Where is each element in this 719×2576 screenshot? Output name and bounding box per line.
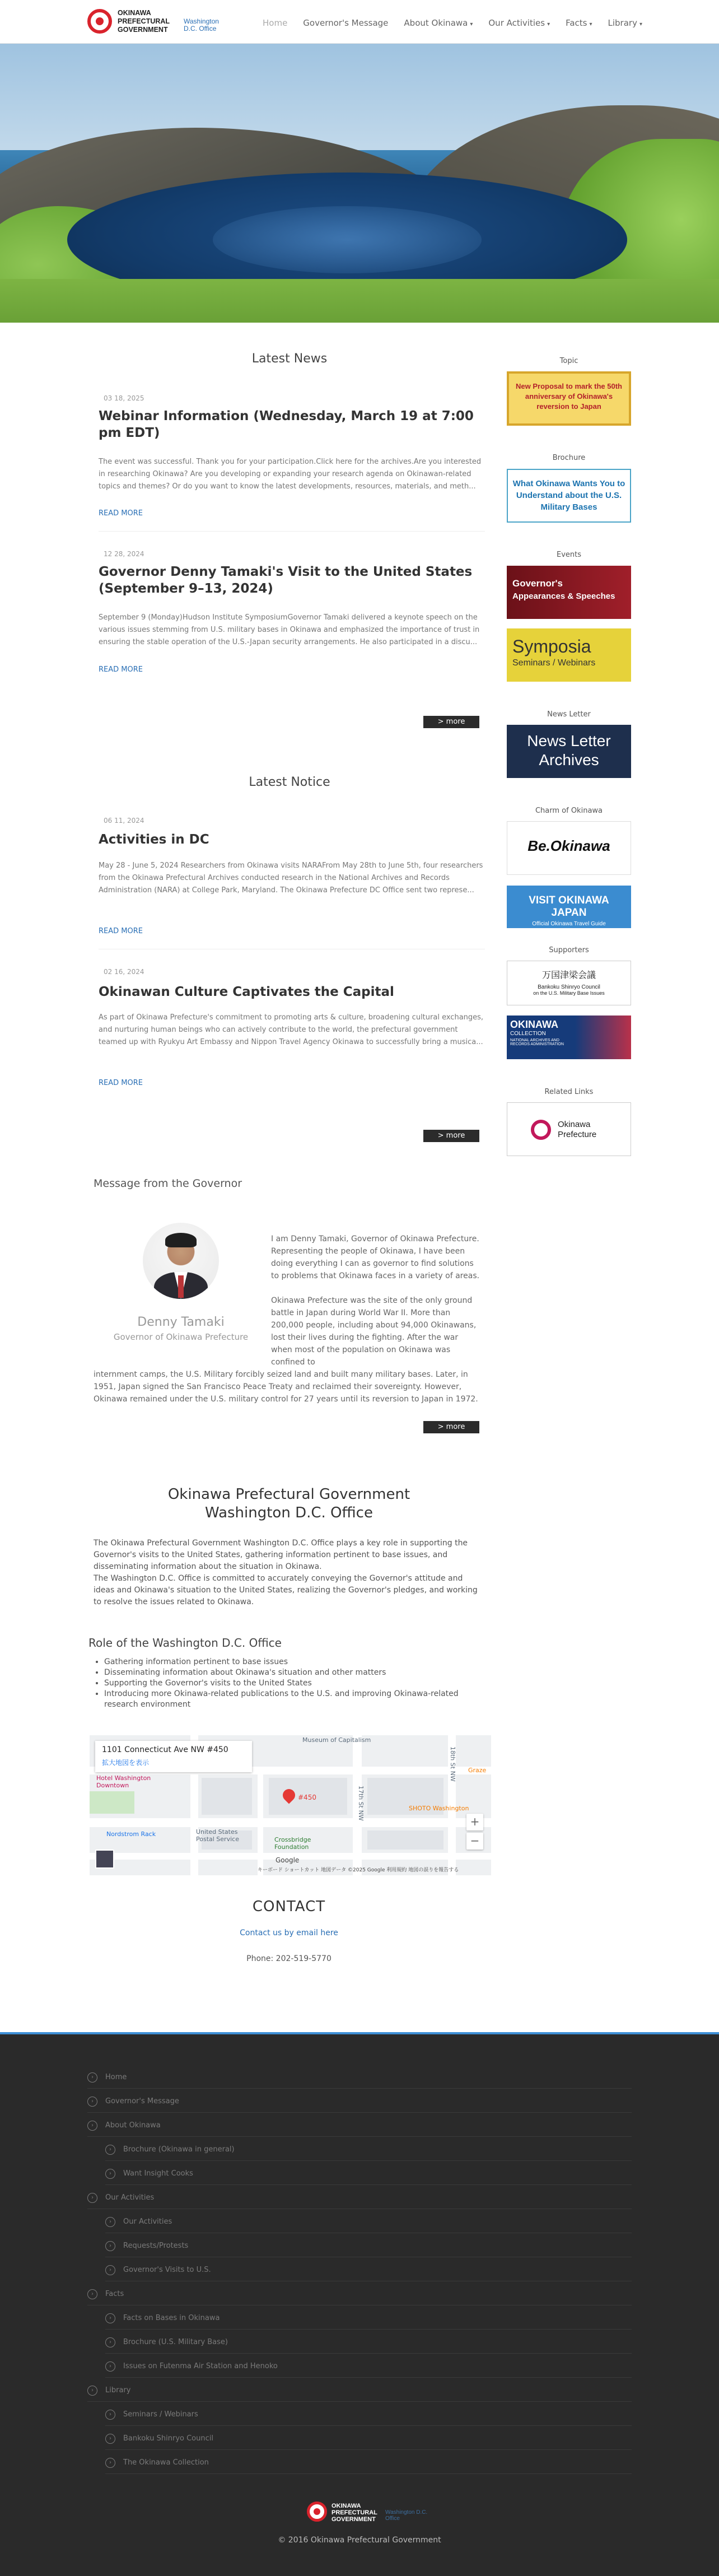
office-map[interactable] [90, 1735, 491, 1875]
sidebar-newsletter-title: News Letter [547, 710, 591, 719]
banner-line: NATIONAL ARCHIVES AND RECORDS ADMINISTRATION [510, 1038, 564, 1046]
footer-nav-label: Home [105, 2073, 127, 2081]
footer-nav-label: Our Activities [123, 2218, 172, 2226]
zoom-out-button[interactable]: − [466, 1833, 483, 1850]
copyright: © 2016 Okinawa Prefectural Government [278, 2536, 441, 2545]
footer-nav-item[interactable] [87, 2283, 632, 2305]
governor-message-text: I am Denny Tamaki, Governor of Okinawa Prefecture. Representing the people of Okinawa, I have been doing everything I can as governor to find solutions to problems that Okinawa faces in a variety of areas. [271, 1235, 480, 1280]
footer-logo[interactable] [307, 2502, 428, 2524]
chevron-right-icon: › [87, 2097, 97, 2107]
news-post-excerpt: The event was successful. Thank you for your participation.Click here for the archives.Are you interested in researching Okinawa? Are you developing or expanding your research agenda on Okinawan-related topics and themes? Or do you want to know the latest developments, resources, materials, and meth... [99, 458, 482, 491]
map-footer: キーボード ショートカット 地図データ ©2025 Google 利用規約 地図の誤りを報告する [258, 1867, 459, 1873]
news-post-date: 12 28, 2024 [104, 550, 144, 558]
chevron-right-icon: › [105, 2217, 115, 2227]
chevron-right-icon: › [105, 2410, 115, 2420]
governor-message-text: internment camps, the U.S. Military forcibly seized land and built many military bases. Later, in 1951, Japan signed the San Francisco Peace Treaty and reclaimed their sovereignty. However, Okinawa remained under the U.S. military control for 27 years until its reversion to Japan in 1972. [94, 1370, 478, 1404]
footer-nav-item[interactable] [105, 2403, 632, 2426]
footer-nav-label: Issues on Futenma Air Station and Henoko [123, 2362, 278, 2370]
office-description: The Washington D.C. Office is committed to accurately conveying the Governor's attitude and ideas and Okinawa's situation to the United States, realizing the Governor's pledges, and working to resolve the issues related to Okinawa. [94, 1574, 478, 1606]
role-list-item: • Disseminating information about Okinawa's situation and other matters [104, 1667, 485, 1678]
sidebar-charm-title: Charm of Okinawa [535, 807, 603, 815]
sidebar-brochure-title: Brochure [552, 454, 586, 462]
okinawa-collection-banner[interactable] [507, 1016, 631, 1059]
banner-line: Archives [539, 751, 599, 768]
notice-post-excerpt: May 28 - June 5, 2024 Researchers from Okinawa visits NARAFrom May 28th to June 5th, four researchers from the Okinawa Prefectural Archives conducted research in the National Archives and Records Administration (NARA) at College Park, Maryland. The Okinawa Prefecture DC Office sent two represe... [99, 861, 483, 895]
read-more-link[interactable]: READ MORE [99, 509, 143, 518]
symposia-banner[interactable] [507, 628, 631, 682]
chevron-down-icon: ▾ [639, 21, 642, 27]
read-more-link[interactable]: READ MORE [99, 665, 143, 674]
footer-nav-label: Seminars / Webinars [123, 2410, 198, 2419]
footer-nav-item[interactable] [87, 2187, 632, 2209]
governor-role: Governor of Okinawa Prefecture [113, 1332, 249, 1342]
map-label: SHOTO Washington [409, 1805, 469, 1812]
footer-nav-item[interactable] [105, 2235, 632, 2257]
footer-nav-label: Requests/Protests [123, 2242, 189, 2250]
role-heading: Role of the Washington D.C. Office [88, 1636, 282, 1650]
chevron-right-icon: › [105, 2337, 115, 2347]
governor-message-text: Okinawa Prefecture was the site of the only ground battle in Japan during World War II. More than 200,000 people, including about 94,000 Okinawans, lost their lives during the fighting. After the war when most of the population on Okinawa was confined to [271, 1296, 477, 1367]
chevron-right-icon: › [105, 2145, 115, 2155]
news-more-button[interactable]: > more [423, 716, 479, 728]
banner-line: OKINAWA [510, 1019, 559, 1030]
footer-nav-item[interactable] [105, 2307, 632, 2330]
banner-line: Bankoku Shinryo Council [538, 984, 600, 990]
map-info-card [95, 1741, 252, 1772]
notice-post-title[interactable]: Activities in DC [99, 832, 209, 847]
map-pin-label: #450 [298, 1794, 316, 1801]
visit-okinawa-banner[interactable] [507, 886, 631, 928]
map-label: Museum of Capitalism [302, 1736, 371, 1744]
role-list-item: • Gathering information pertinent to base issues [104, 1657, 485, 1667]
footer-nav-label: About Okinawa [105, 2121, 161, 2130]
nav-item-home[interactable] [255, 18, 295, 28]
map-label: Nordstrom Rack [106, 1830, 156, 1838]
okinawa-emblem-icon [531, 1120, 551, 1140]
role-list-item: • Introducing more Okinawa-related publications to the U.S. and improving Okinawa-related research environment [104, 1689, 485, 1710]
office-description: The Okinawa Prefectural Government Washington D.C. Office plays a key role in supporting the Governor's visits to the United States, gathering information pertinent to base issues, and disseminating information about the situation in Okinawa. [94, 1539, 468, 1571]
notice-post-date: 06 11, 2024 [104, 817, 144, 824]
footer-nav-item[interactable] [87, 2114, 632, 2137]
latest-news-title: Latest News [251, 352, 328, 366]
chevron-down-icon: ▾ [470, 21, 473, 27]
okinawa-emblem-icon [87, 9, 112, 34]
footer-nav-item[interactable] [105, 2331, 632, 2354]
read-more-link[interactable]: READ MORE [99, 1079, 143, 1087]
zoom-in-button[interactable]: + [466, 1814, 483, 1830]
footer-nav-label: Governor's Visits to U.S. [123, 2266, 211, 2274]
office-title [0, 1485, 578, 1522]
chevron-right-icon: › [87, 2193, 97, 2203]
map-label: Crossbridge Foundation [274, 1836, 311, 1851]
banner-line: COLLECTION [510, 1031, 546, 1037]
chevron-right-icon: › [87, 2386, 97, 2396]
banner-line: Appearances & Speeches [512, 591, 615, 601]
footer-nav-label: Facts [105, 2290, 124, 2298]
banner-label: Okinawa Prefecture [558, 1120, 597, 1139]
footer-logo-subtitle: Washington D.C. Office [385, 2509, 428, 2522]
chevron-right-icon: › [105, 2169, 115, 2179]
footer-nav-item[interactable] [105, 2355, 632, 2378]
chevron-right-icon: › [105, 2458, 115, 2468]
footer-nav-label: Brochure (U.S. Military Base) [123, 2338, 228, 2346]
footer-nav-item[interactable] [87, 2379, 632, 2402]
notice-post-title[interactable]: Okinawan Culture Captivates the Capital [99, 985, 394, 999]
nav-item-our-activities[interactable] [480, 18, 558, 28]
chevron-right-icon: › [105, 2434, 115, 2444]
footer-nav-item[interactable] [105, 2163, 632, 2185]
office-title-line: Washington D.C. Office [205, 1504, 373, 1521]
role-list-item: • Supporting the Governor's visits to the United States [104, 1678, 485, 1689]
chevron-down-icon: ▾ [589, 21, 592, 27]
banner-line: Seminars / Webinars [512, 658, 596, 668]
news-post-title[interactable]: Governor Denny Tamaki's Visit to the United States (September 9–13, 2024) [99, 565, 473, 596]
chevron-right-icon: › [87, 2072, 97, 2083]
banner-line: 万国津梁会議 [541, 970, 596, 980]
notice-more-button[interactable]: > more [423, 1130, 479, 1142]
main-nav [255, 18, 650, 28]
footer-logo-title: OKINAWA PREFECTURAL GOVERNMENT [332, 2503, 377, 2523]
governor-more-button[interactable]: > more [423, 1421, 479, 1433]
chevron-right-icon: › [87, 2289, 97, 2299]
nav-item-label: About Okinawa [404, 18, 468, 28]
sidebar-related-title: Related Links [544, 1088, 594, 1096]
news-post-title[interactable]: Webinar Information (Wednesday, March 19 at 7:00 pm EDT) [99, 409, 474, 440]
brochure-banner[interactable]: What Okinawa Wants You to Understand about the U.S. Military Bases [507, 469, 631, 523]
be-okinawa-banner[interactable]: Be.Okinawa [507, 821, 631, 875]
footer-nav-item[interactable] [105, 2428, 632, 2450]
news-post-excerpt: September 9 (Monday)Hudson Institute SymposiumGovernor Tamaki delivered a keynote speech on the various issues stemming from U.S. military bases in Okinawa and emphasized the importance of trust in ensuring the stable operation of the U.S.-Japan security arrangements. He also participated in a discu... [99, 613, 480, 646]
map-label: Graze [468, 1767, 487, 1774]
nav-item-label: Home [263, 18, 288, 28]
bankoku-shinryo-banner[interactable] [507, 961, 631, 1005]
office-title-line: Okinawa Prefectural Government [167, 1486, 410, 1503]
footer-nav-label: Bankoku Shinryo Council [123, 2434, 213, 2443]
logo-subtitle: Washington D.C. Office [184, 17, 219, 32]
sidebar-topic-title: Topic [559, 357, 578, 365]
news-post-date: 03 18, 2025 [104, 394, 144, 402]
governor-appearances-banner[interactable] [507, 566, 631, 619]
role-list [104, 1657, 485, 1710]
contact-title: CONTACT [252, 1898, 326, 1915]
hero-image [0, 44, 719, 323]
governor-message-heading: Message from the Governor [94, 1177, 242, 1190]
nav-item-label: Our Activities [488, 18, 545, 28]
footer-nav-label: Our Activities [105, 2193, 155, 2202]
nav-item-about-okinawa[interactable] [396, 18, 480, 28]
map-address: 1101 Connecticut Ave NW #450 [102, 1745, 228, 1754]
topic-banner[interactable]: New Proposal to mark the 50th anniversary of Okinawa's reversion to Japan [507, 371, 631, 426]
footer-nav-label: Want Insight Cooks [123, 2169, 193, 2178]
notice-post-excerpt: As part of Okinawa Prefecture's commitment to promoting arts & culture, broadening cultural exchanges, and nurturing human beings who can actively contribute to the world, the prefectural government teamed up with Ryukyu Art Embassy and Nippon Travel Agency Okinawa to successfully bring a musica... [99, 1013, 484, 1046]
post-divider [99, 531, 485, 532]
latest-notice-title: Latest Notice [249, 775, 330, 789]
nav-item-library[interactable] [600, 18, 650, 28]
read-more-link[interactable]: READ MORE [99, 927, 143, 935]
google-logo: Google [276, 1856, 300, 1864]
nav-item-label: Governor's Message [303, 18, 389, 28]
okinawa-prefecture-banner[interactable] [507, 1102, 631, 1156]
footer-nav-item[interactable] [87, 2090, 632, 2113]
nav-item-label: Facts [566, 18, 587, 28]
footer-nav-label: Governor's Message [105, 2097, 179, 2105]
nav-item-facts[interactable] [558, 18, 600, 28]
satellite-toggle-button[interactable] [95, 1850, 114, 1869]
footer-nav-label: Brochure (Okinawa in general) [123, 2145, 235, 2154]
banner-line: News Letter [527, 732, 611, 749]
footer-nav-item[interactable] [105, 2211, 632, 2233]
contact-email-link[interactable]: Contact us by email here [240, 1928, 338, 1937]
sidebar-events-title: Events [556, 551, 581, 559]
map-label: 18th St NW [449, 1746, 456, 1782]
sidebar-supporters-title: Supporters [549, 946, 589, 954]
map-enlarge-link[interactable]: 拡大地図を表示 [102, 1759, 150, 1767]
chevron-right-icon: › [105, 2265, 115, 2275]
footer-nav-label: Library [105, 2386, 131, 2395]
footer-nav-item[interactable] [105, 2452, 632, 2474]
nav-item-label: Library [608, 18, 637, 28]
okinawa-emblem-icon [307, 2502, 327, 2522]
notice-post-date: 02 16, 2024 [104, 968, 144, 976]
banner-line: on the U.S. Military Base Issues [533, 990, 605, 996]
chevron-right-icon: › [105, 2361, 115, 2372]
banner-line: Official Okinawa Travel Guide [532, 921, 606, 927]
footer-nav-item[interactable] [87, 2066, 632, 2089]
contact-phone: Phone: 202-519-5770 [246, 1954, 332, 1963]
footer-nav-label: Facts on Bases in Okinawa [123, 2314, 220, 2322]
chevron-down-icon: ▾ [547, 21, 550, 27]
site-header [0, 0, 719, 44]
banner-line: Governor's [512, 578, 563, 589]
logo-title: OKINAWA PREFECTURAL GOVERNMENT [118, 9, 170, 34]
map-label: 17th St NW [357, 1786, 365, 1821]
banner-line: Symposia [512, 636, 591, 656]
nav-item-governor-s-message[interactable] [295, 18, 396, 28]
governor-name: Denny Tamaki [137, 1315, 225, 1329]
banner-line: VISIT OKINAWA JAPAN [529, 895, 609, 919]
chevron-right-icon: › [87, 2121, 97, 2131]
newsletter-archives-banner[interactable] [507, 725, 631, 778]
footer-nav-item[interactable] [105, 2259, 632, 2281]
map-label: United States Postal Service [196, 1828, 239, 1843]
footer-nav-label: The Okinawa Collection [123, 2458, 209, 2467]
governor-portrait [143, 1223, 219, 1299]
chevron-right-icon: › [105, 2313, 115, 2323]
map-label: Hotel Washington Downtown [96, 1774, 151, 1789]
chevron-right-icon: › [105, 2241, 115, 2251]
footer-nav-item[interactable] [105, 2139, 632, 2161]
site-logo[interactable] [87, 7, 222, 37]
